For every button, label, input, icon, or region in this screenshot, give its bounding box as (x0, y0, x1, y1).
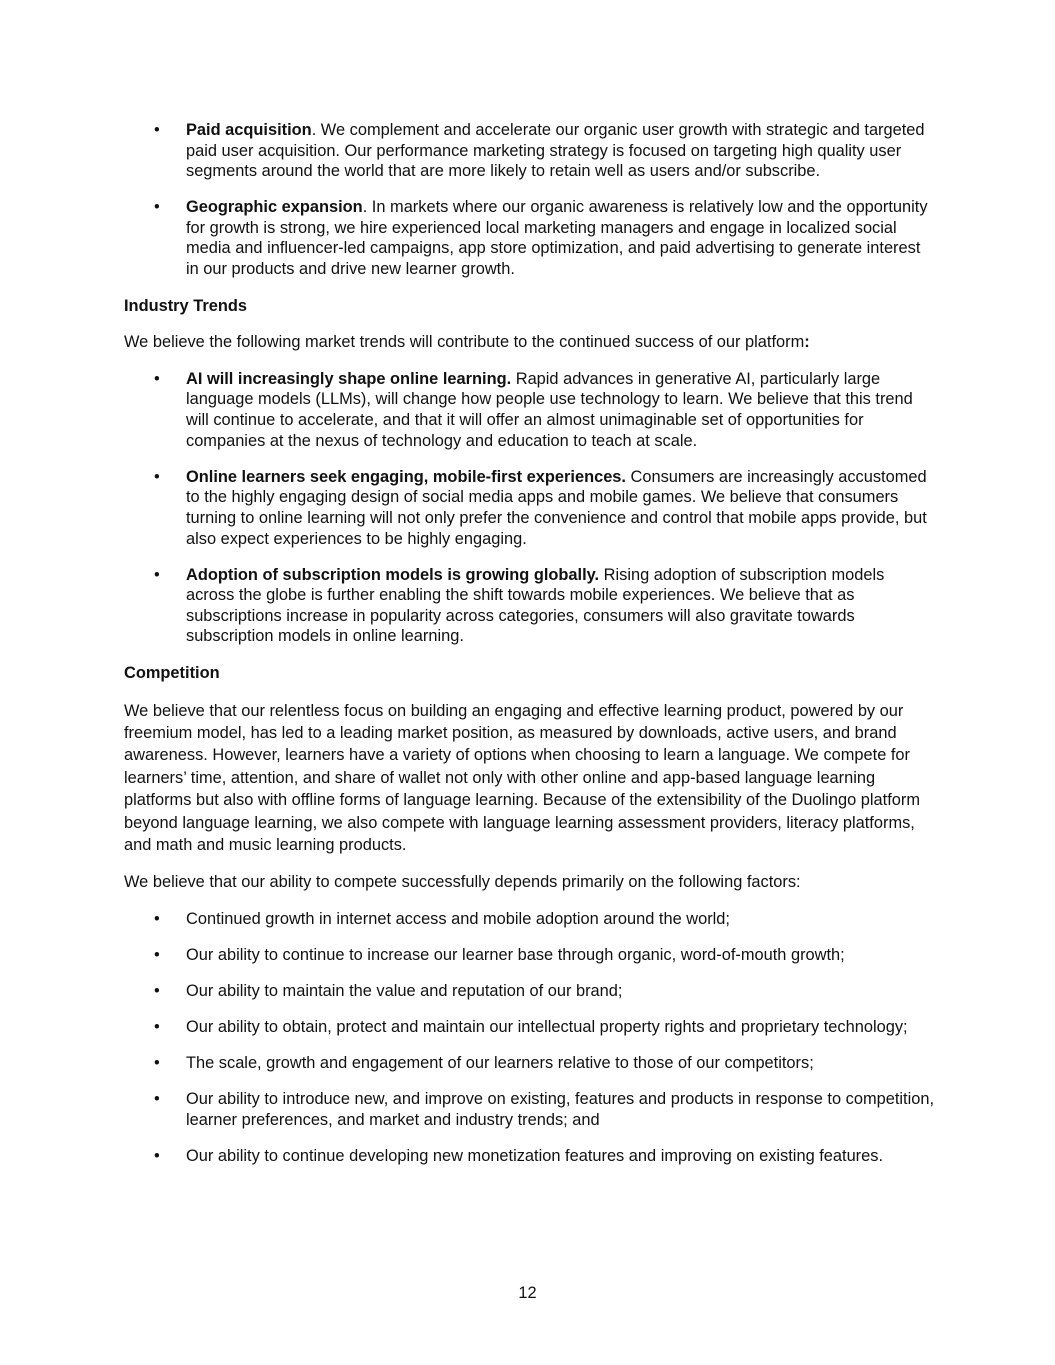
industry-trends-list (124, 369, 934, 647)
bullet-title: Online learners seek engaging, mobile-first experiences. (186, 467, 626, 486)
list-item (124, 369, 934, 451)
competition-factors-list (124, 909, 934, 1167)
bullet-text: . We complement and accelerate our organic user growth with strategic and targeted paid user acquisition. Our performance marketing strategy is focused on targeting high quality user segments around the world that are more likely to retain well as users and/or subscribe. (186, 121, 925, 181)
bullet-text: Rapid advances in generative AI, particularly large language models (LLMs), will change how people use technology to learn. We believe that this trend will continue to accelerate, and that it will offer an almost unimaginable set of opportunities for companies at the nexus of technology and education to teach at scale. (186, 369, 913, 450)
list-item: • Continued growth in internet access and mobile adoption around the world; (124, 909, 934, 930)
intro-colon: : (804, 333, 810, 352)
list-item: • Our ability to continue to increase our learner base through organic, word-of-mouth growth; (124, 945, 934, 966)
list-item (124, 467, 934, 549)
list-item: • Our ability to maintain the value and reputation of our brand; (124, 981, 934, 1002)
bullet-text: Consumers are increasingly accustomed to the highly engaging design of social media apps and mobile games. We believe that consumers turning to online learning will not only prefer the convenience and control that mobile apps provide, but also expect experiences to be highly engaging. (186, 467, 927, 548)
bullet-title: Geographic expansion (186, 198, 363, 217)
bullet-text: Rising adoption of subscription models across the globe is further enabling the shift towards mobile experiences. We believe that as subscriptions increase in popularity across categories, consumers will also gravitate towards subscription models in online learning. (186, 565, 885, 646)
bullet-title: AI will increasingly shape online learning. (186, 369, 512, 388)
list-item: • The scale, growth and engagement of our learners relative to those of our competitors; (124, 1053, 934, 1074)
industry-trends-intro (124, 332, 934, 353)
page-number: 12 (518, 1284, 537, 1302)
competition-heading: Competition (124, 663, 220, 682)
bullet-title: Paid acquisition (186, 121, 312, 139)
list-item (124, 565, 934, 647)
list-item: • Our ability to continue developing new monetization features and improving on existing features. (124, 1146, 934, 1167)
industry-trends-heading: Industry Trends (124, 296, 247, 315)
bullet-title: Adoption of subscription models is growing globally. (186, 565, 600, 584)
list-item: • Our ability to introduce new, and improve on existing, features and products in response to competition, learner preferences, and market and industry trends; and (124, 1089, 934, 1130)
document-page (124, 120, 934, 1183)
growth-strategy-list (124, 120, 934, 280)
intro-text: We believe the following market trends will contribute to the continued success of our platform (124, 333, 805, 352)
list-item (124, 197, 934, 279)
list-item (124, 120, 934, 182)
list-item: • Our ability to obtain, protect and maintain our intellectual property rights and proprietary technology; (124, 1017, 934, 1038)
competition-paragraph: We believe that our relentless focus on building an engaging and effective learning product, powered by our freemium model, has led to a leading market position, as measured by downloads, active users, and brand awareness. However, learners have a variety of options when choosing to learn a language. We compete for learners’ time, attention, and share of wallet not only with other online and app-based language learning platforms but also with offline forms of language learning. Because of the extensibility of the Duolingo platform beyond language learning, we also compete with language learning assessment providers, literacy platforms, and math and music learning products. (124, 701, 921, 854)
bullet-text: . In markets where our organic awareness is relatively low and the opportunity for growth is strong, we hire experienced local marketing managers and engage in localized social media and influencer-led campaigns, app store optimization, and paid advertising to generate interest in our products and drive new learner growth. (186, 198, 928, 279)
competition-factors-intro: We believe that our ability to compete successfully depends primarily on the following factors: (124, 873, 801, 892)
